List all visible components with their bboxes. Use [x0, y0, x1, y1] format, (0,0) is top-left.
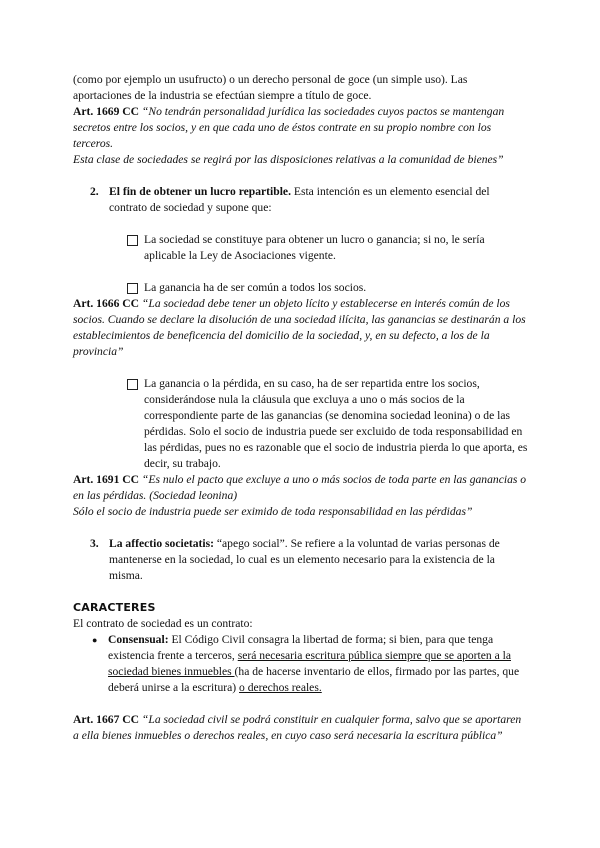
section-heading-caracteres: CARACTERES [73, 601, 156, 614]
bullet-icon: ● [92, 635, 98, 645]
intro-paragraph: (como por ejemplo un usufructo) o un derecho personal de goce (un simple uso). Las aportaciones de la industria se efectúan siempre a título de goce. [73, 73, 468, 102]
list-number: 2. [90, 185, 99, 198]
art-1669-paragraph [73, 104, 528, 152]
art-1667-quote: “La sociedad civil se podrá constituir en cualquier forma, salvo que se aportaren a ella bienes inmuebles o derechos reales, en cuyo caso será necesaria la escritura pública” [73, 713, 522, 742]
list-number: 3. [90, 537, 99, 550]
list-item-3 [90, 536, 528, 584]
art-1666-label: Art. 1666 CC [73, 297, 140, 310]
art-1669-quote: “No tendrán personalidad jurídica las sociedades cuyos pactos se mantengan secretos entre los socios, y en que cada uno de éstos contrate en su propio nombre con los terceros. [73, 105, 505, 150]
list-item-text: Esta intención es un elemento esencial del contrato de sociedad y supone que: [109, 185, 490, 214]
list-item-title: La affectio societatis: [109, 537, 214, 550]
art-1669-label: Art. 1669 CC [73, 105, 140, 118]
art-1691-quote: “Es nulo el pacto que excluye a uno o más socios de toda parte en las ganancias o en las pérdidas. (Sociedad leonina) [73, 473, 527, 502]
bullet-item-consensual [92, 632, 528, 696]
checkbox-icon [127, 235, 138, 246]
list-item-2 [90, 184, 528, 216]
checkbox-item-3 [127, 376, 528, 472]
bullet-text-2: (ha de hacerse inventario de ellos, firmado por las partes, que deberá unirse a la escritura) [108, 665, 520, 694]
art-1669-quote-cont: Esta clase de sociedades se regirá por las disposiciones relativas a la comunidad de bienes” [73, 153, 504, 166]
checkbox-item-1 [127, 232, 528, 264]
bullet-underlined-2: o derechos reales. [239, 681, 322, 694]
art-1691-label: Art. 1691 CC [73, 473, 140, 486]
caracteres-intro: El contrato de sociedad es un contrato: [73, 617, 253, 630]
art-1666-quote: “La sociedad debe tener un objeto lícito y establecerse en interés común de los socios. Cuando se declare la disolución de una sociedad ilícita, las ganancias se destinarán a los establecimientos de beneficencia del domicilio de la sociedad, y, en su defecto, a los de la provincia” [73, 297, 526, 358]
bullet-underlined-1: será necesaria escritura pública siempre que se aporten a la sociedad bienes inmuebles [108, 649, 511, 678]
art-1666-paragraph [73, 296, 528, 360]
art-1667-paragraph [73, 712, 528, 744]
art-1667-label: Art. 1667 CC [73, 713, 140, 726]
bullet-text-1: El Código Civil consagra la libertad de forma; si bien, para que tenga existencia frente a terceros, [108, 633, 494, 662]
document-page [73, 72, 528, 744]
list-item-text: “apego social”. Se refiere a la voluntad de varias personas de mantenerse en la sociedad, lo cual es un elemento necesario para la existencia de la misma. [109, 537, 500, 582]
checkbox-item-text: La ganancia o la pérdida, en su caso, ha de ser repartida entre los socios, considerándose nula la cláusula que excluya a uno o más socios de la correspondiente parte de las ganancias (se denomina sociedad leonina) o de las pérdidas. Solo el socio de industria puede ser excluido de toda responsabilidad en las pérdidas, pues no es razonable que el socio de industria pierda lo que aporta, es decir, su trabajo. [144, 377, 528, 470]
list-item-title: El fin de obtener un lucro repartible. [109, 185, 291, 198]
bullet-label: Consensual: [108, 633, 169, 646]
checkbox-item-text: La ganancia ha de ser común a todos los socios. [144, 281, 367, 294]
checkbox-icon [127, 283, 138, 294]
art-1691-quote-cont: Sólo el socio de industria puede ser eximido de toda responsabilidad en las pérdidas” [73, 505, 473, 518]
art-1691-paragraph [73, 472, 528, 504]
checkbox-icon [127, 379, 138, 390]
checkbox-item-text: La sociedad se constituye para obtener un lucro o ganancia; si no, le sería aplicable la Ley de Asociaciones vigente. [144, 233, 485, 262]
checkbox-item-2 [127, 280, 528, 296]
